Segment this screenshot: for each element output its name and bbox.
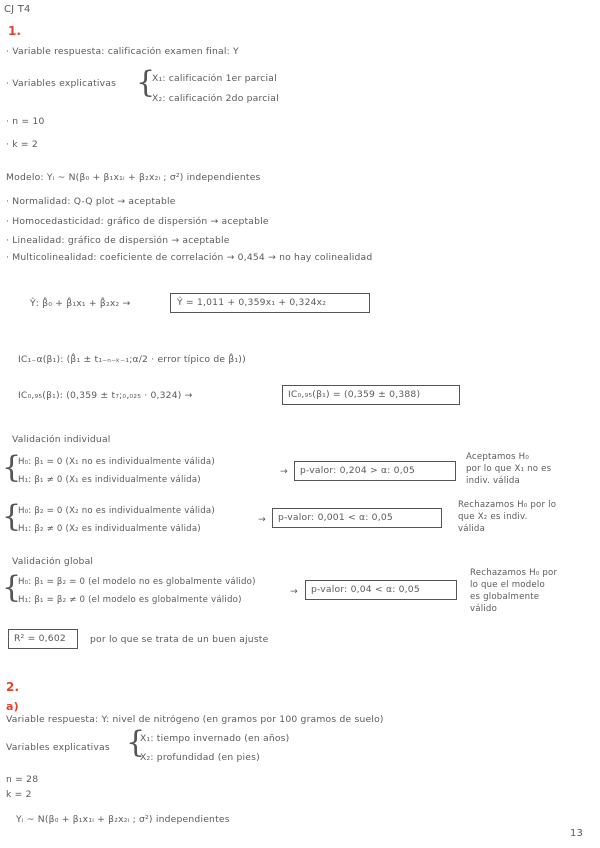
curly-brace: { bbox=[136, 65, 156, 100]
confidence-interval-formula: IC₁₋α(β₁): (β̂₁ ± t₁₋ₙ₋ₖ₋₁;α/2 · error típico de β̂₁)) bbox=[18, 354, 246, 365]
global-validation-title: Validación global bbox=[12, 556, 94, 567]
p-value-2: p-valor: 0,001 < α: 0,05 bbox=[278, 512, 393, 523]
explanatory-variable-x1: X₁: calificación 1er parcial bbox=[152, 73, 277, 84]
p-value-1: p-valor: 0,204 > α: 0,05 bbox=[300, 465, 415, 476]
question-2-number: 2. bbox=[6, 680, 20, 694]
q2-explanatory-variable-x2: X₂: profundidad (en pies) bbox=[140, 752, 260, 763]
individual-validation-title: Validación individual bbox=[12, 434, 111, 445]
response-variable: · Variable respuesta: calificación examen final: Y bbox=[6, 46, 239, 57]
conclusion-1-line-1: Aceptamos H₀ bbox=[466, 452, 529, 462]
q2-num-predictors: k = 2 bbox=[6, 789, 32, 800]
num-predictors: · k = 2 bbox=[6, 139, 38, 150]
r-squared-comment: por lo que se trata de un buen ajuste bbox=[90, 634, 269, 645]
question-1-number: 1. bbox=[8, 24, 22, 38]
fitted-equation-box bbox=[170, 293, 370, 313]
model-statement: Modelo: Yᵢ ~ N(β₀ + β₁x₁ᵢ + β₂x₂ᵢ ; σ²) independientes bbox=[6, 172, 261, 183]
hypothesis-h0-beta1: H₀: β₁ = 0 (X₁ no es individualmente válida) bbox=[18, 457, 215, 467]
curly-brace: { bbox=[2, 499, 22, 534]
p-value-box-1 bbox=[294, 461, 456, 481]
hypothesis-h1-beta1: H₁: β₁ ≠ 0 (X₁ es individualmente válida) bbox=[18, 475, 201, 485]
assumption-linearity: · Linealidad: gráfico de dispersión → aceptable bbox=[6, 235, 230, 246]
q2-sample-size: n = 28 bbox=[6, 774, 39, 785]
conclusion-2-line-3: válida bbox=[458, 524, 486, 534]
hypothesis-h1-global: H₁: β₁ = β₂ ≠ 0 (el modelo es globalmente válido) bbox=[18, 595, 242, 605]
p-value-box-global bbox=[305, 580, 457, 600]
conclusion-global-line-2: lo que el modelo bbox=[470, 580, 545, 590]
hypothesis-h1-beta2: H₁: β₂ ≠ 0 (X₂ es individualmente válida) bbox=[18, 524, 201, 534]
conclusion-1-line-2: por lo que X₁ no es bbox=[466, 464, 552, 474]
hypothesis-h0-global: H₀: β₁ = β₂ = 0 (el modelo no es globalmente válido) bbox=[18, 577, 256, 587]
q2-model-statement: Yᵢ ~ N(β₀ + β₁x₁ᵢ + β₂x₂ᵢ ; σ²) independientes bbox=[16, 814, 230, 825]
q2-explanatory-variable-x1: X₁: tiempo invernado (en años) bbox=[140, 733, 290, 744]
conclusion-2-line-2: que X₂ es indiv. bbox=[458, 512, 528, 522]
conclusion-global-line-4: válido bbox=[470, 604, 498, 614]
question-2-part-a: a) bbox=[6, 700, 19, 713]
page-header: CJ T4 bbox=[4, 4, 31, 15]
p-value-box-2 bbox=[272, 508, 442, 528]
confidence-interval-result: IC₀,₉₅(β₁) = (0,359 ± 0,388) bbox=[288, 389, 421, 400]
r-squared-box bbox=[8, 629, 78, 649]
explanatory-variable-x2: X₂: calificación 2do parcial bbox=[152, 93, 279, 104]
confidence-interval-computation: IC₀,₉₅(β₁): (0,359 ± t₇;₀,₀₂₅ · 0,324) → bbox=[18, 390, 193, 401]
confidence-interval-box bbox=[282, 385, 460, 405]
page-number: 13 bbox=[570, 828, 584, 839]
arrow: → bbox=[290, 586, 298, 597]
assumption-multicollinearity: · Multicolinealidad: coeficiente de correlación → 0,454 → no hay colinealidad bbox=[6, 252, 373, 263]
sample-size: · n = 10 bbox=[6, 116, 45, 127]
p-value-global: p-valor: 0,04 < α: 0,05 bbox=[311, 584, 420, 595]
r-squared: R² = 0,602 bbox=[14, 633, 66, 644]
q2-explanatory-variables-label: Variables explicativas bbox=[6, 742, 110, 753]
assumption-normality: · Normalidad: Q-Q plot → aceptable bbox=[6, 196, 176, 207]
explanatory-variables-label: · Variables explicativas bbox=[6, 78, 117, 89]
q2-response-variable: Variable respuesta: Y: nivel de nitrógeno (en gramos por 100 gramos de suelo) bbox=[6, 714, 384, 725]
hypothesis-h0-beta2: H₀: β₂ = 0 (X₂ no es individualmente válida) bbox=[18, 506, 215, 516]
fitted-equation: Ŷ = 1,011 + 0,359x₁ + 0,324x₂ bbox=[177, 297, 327, 308]
arrow: → bbox=[280, 466, 288, 477]
conclusion-2-line-1: Rechazamos H₀ por lo bbox=[458, 500, 557, 510]
curly-brace: { bbox=[2, 450, 22, 485]
assumption-homoscedasticity: · Homocedasticidad: gráfico de dispersión → aceptable bbox=[6, 216, 269, 227]
curly-brace: { bbox=[126, 725, 146, 760]
conclusion-1-line-3: indiv. válida bbox=[466, 476, 521, 486]
conclusion-global-line-3: es globalmente bbox=[470, 592, 540, 602]
fitted-equation-lhs: Ŷ: β̂₀ + β̂₁x₁ + β̂₂x₂ → bbox=[30, 298, 131, 309]
curly-brace: { bbox=[2, 570, 22, 605]
conclusion-global-line-1: Rechazamos H₀ por bbox=[470, 568, 558, 578]
arrow: → bbox=[258, 514, 266, 525]
